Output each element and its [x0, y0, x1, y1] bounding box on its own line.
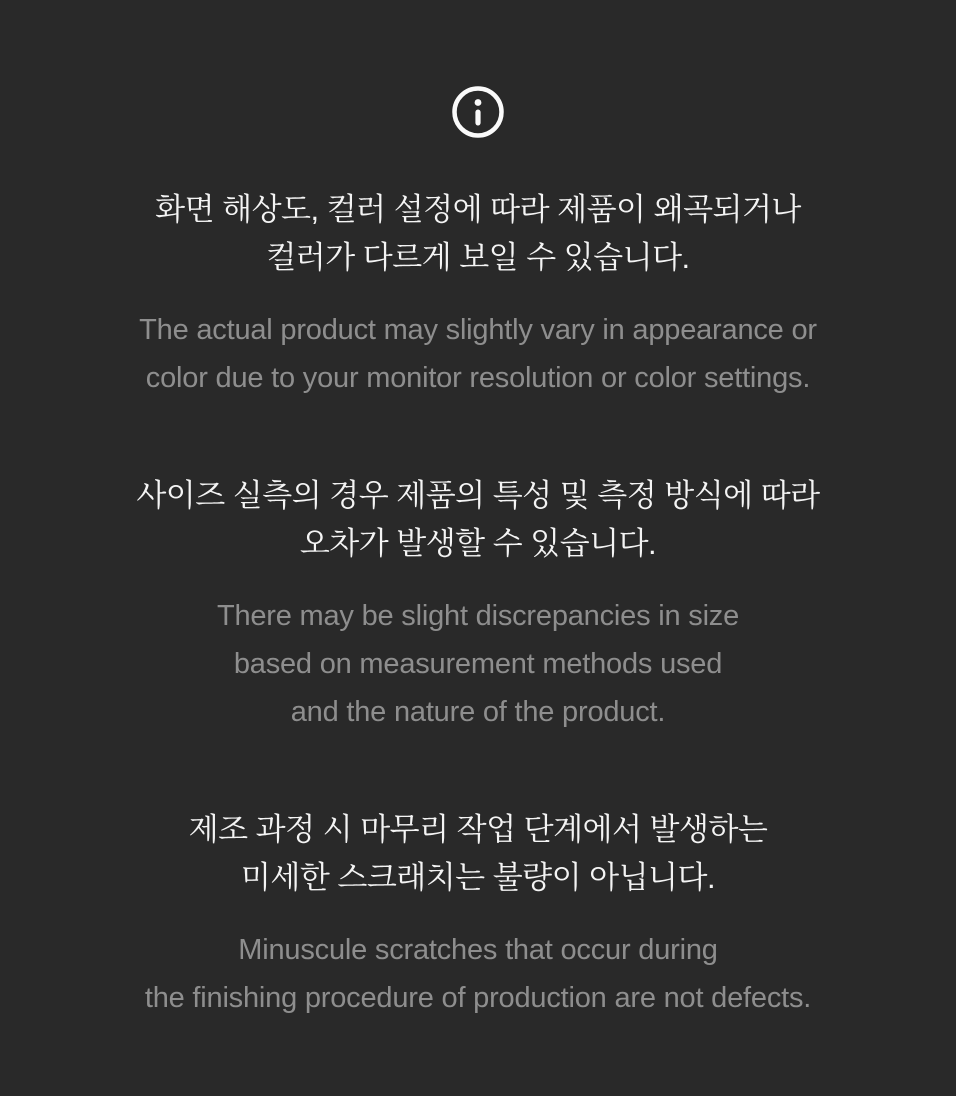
disclaimer-section-size [0, 472, 956, 736]
english-notice-display [0, 306, 956, 402]
english-text-line: Minuscule scratches that occur during [238, 934, 718, 966]
english-notice-size [0, 592, 956, 736]
disclaimer-section-display [0, 186, 956, 402]
english-text-line: and the nature of the product. [290, 696, 666, 728]
korean-text-line: 미세한 스크래치는 불량이 아닙니다. [240, 860, 716, 895]
korean-text-line: 컬러가 다르게 보일 수 있습니다. [266, 240, 690, 275]
english-notice-scratches [0, 926, 956, 1022]
english-text-line: color due to your monitor resolution or color settings. [145, 362, 811, 394]
english-text-line: There may be slight discrepancies in size [216, 600, 740, 632]
english-text-line: the finishing procedure of production are not defects. [144, 982, 812, 1014]
korean-notice-size [0, 472, 956, 568]
korean-text-line: 사이즈 실측의 경우 제품의 특성 및 측정 방식에 따라 [136, 478, 820, 513]
info-icon [0, 84, 956, 140]
korean-text-line: 화면 해상도, 컬러 설정에 따라 제품이 왜곡되거나 [155, 192, 801, 227]
english-text-line: based on measurement methods used [233, 648, 723, 680]
english-text-line: The actual product may slightly vary in appearance or [139, 314, 817, 346]
korean-text-line: 오차가 발생할 수 있습니다. [299, 526, 657, 561]
korean-notice-display [0, 186, 956, 282]
disclaimer-section-scratches [0, 806, 956, 1022]
korean-notice-scratches [0, 806, 956, 902]
korean-text-line: 제조 과정 시 마무리 작업 단계에서 발생하는 [188, 812, 768, 847]
